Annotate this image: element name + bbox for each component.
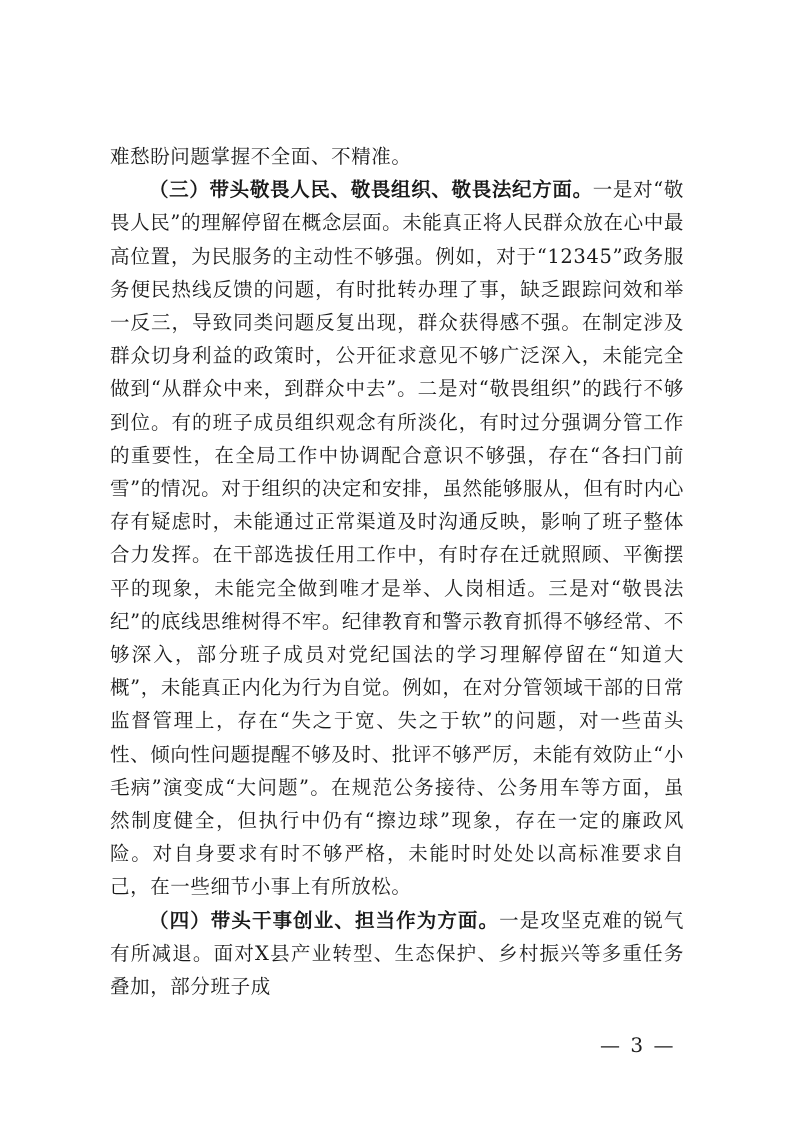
paragraph-text: 难愁盼问题掌握不全面、不精准。 <box>110 145 412 168</box>
paragraph-text: 一是对“敬畏人民”的理解停留在概念层面。未能真正将人民群众放在心中最高位置，为民服务的主动性不够强。例如，对于“12345”政务服务便民热线反馈的问题，有时批转办理了事，缺乏跟踪问效和举一反三，导致同类问题反复出现，群众获得感不强。在制定涉及群众切身利益的政策时，公开征求意见不够广泛深入，未能完全做到“从群众中来，到群众中去”。二是对“敬畏组织”的践行不够到位。有的班子成员组织观念有所淡化，有时过分强调分管工作的重要性，在全局工作中协调配合意识不够强，存在“各扫门前雪”的情况。对于组织的决定和安排，虽然能够服从，但有时内心存有疑虑时，未能通过正常渠道及时沟通反映，影响了班子整体合力发挥。在干部选拔任用工作中，有时存在迁就照顾、平衡摆平的现象，未能完全做到唯才是举、人岗相适。三是对“敬畏法纪”的底线思维树得不牢。纪律教育和警示教育抓得不够经常、不够深入，部分班子成员对党纪国法的学习理解停留在“知道大概”，未能真正内化为行为自觉。例如，在对分管领域干部的日常监督管理上，存在“失之于宽、失之于软”的问题，对一些苗头性、倾向性问题提醒不够及时、批评不够严厉，未能有效防止“小毛病”演变成“大问题”。在规范公务接待、公务用车等方面，虽然制度健全，但执行中仍有“擦边球”现象，存在一定的廉政风险。对自身要求有时不够严格，未能时时处处以高标准要求自己，在一些细节小事上有所放松。 <box>110 178 684 899</box>
paragraph-section-four <box>110 904 684 1004</box>
paragraph-continuation <box>110 140 684 173</box>
section-heading: （四）带头干事创业、担当作为方面。 <box>149 908 500 932</box>
document-body <box>110 140 684 1003</box>
page-number: — 3 — <box>600 1033 676 1057</box>
paragraph-text: 一是攻坚克难的锐气有所减退。面对X县产业转型、生态保护、乡村振兴等多重任务叠加，部分班子成 <box>110 908 685 999</box>
paragraph-section-three <box>110 173 684 903</box>
section-heading: （三）带头敬畏人民、敬畏组织、敬畏法纪方面。 <box>149 178 593 202</box>
